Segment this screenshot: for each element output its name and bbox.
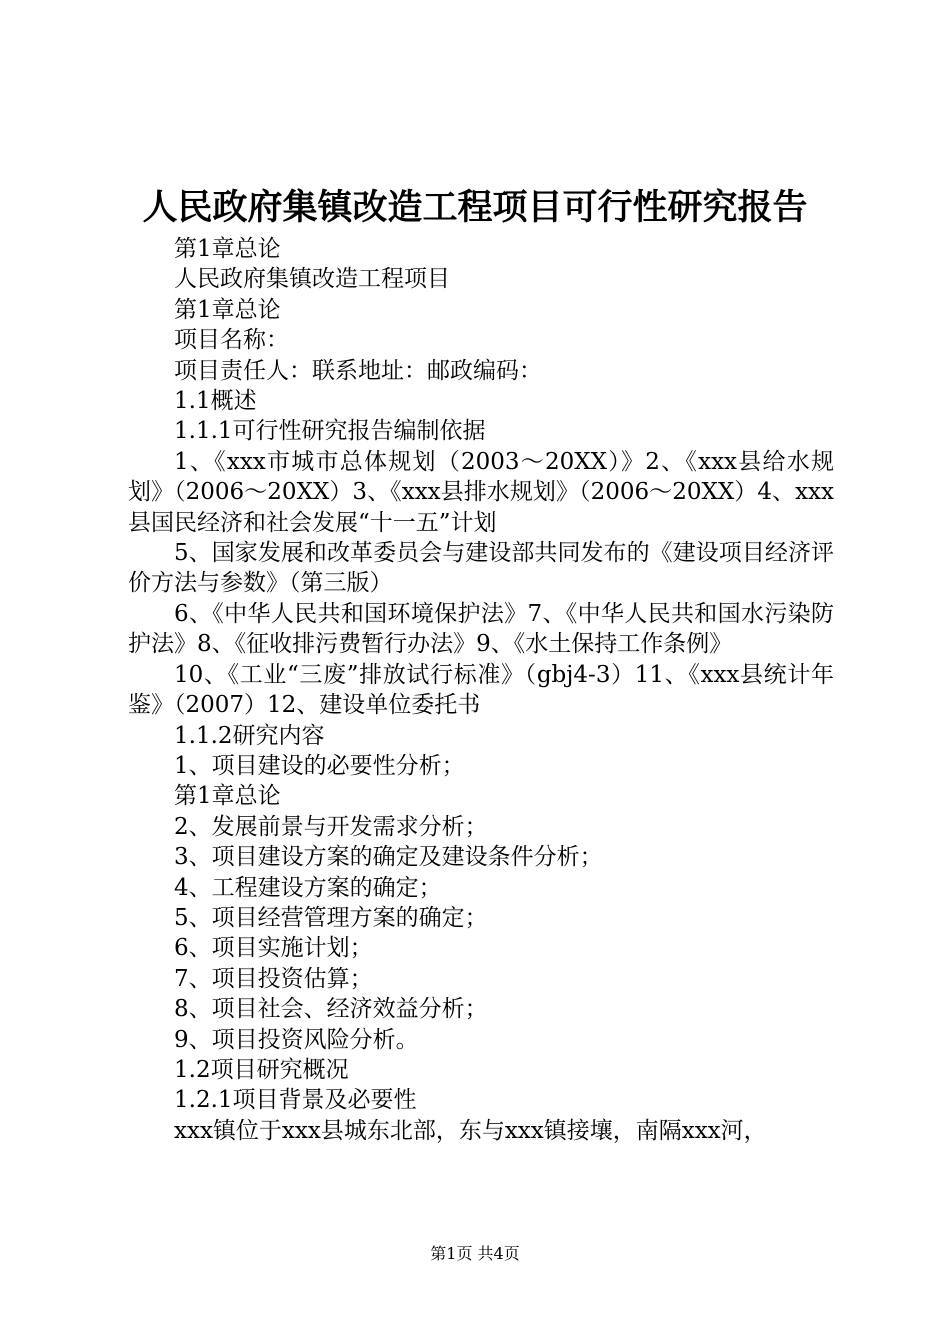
document-body: [128, 234, 834, 1146]
paragraph-basis-list-3: 6、《中华人民共和国环境保护法》7、《中华人民共和国水污染防护法》8、《征收排污费暂行办法》9、《水土保持工作条例》: [128, 600, 834, 658]
section-heading-basis: 1.1.1可行性研究报告编制依据: [174, 418, 486, 445]
page-number-footer: 第1页 共4页: [430, 1244, 520, 1263]
paragraph-chapter-heading: 第1章总论: [174, 296, 281, 323]
paragraph-basis-list-2: 5、国家发展和改革委员会与建设部共同发布的《建设项目经济评价方法与参数》（第三版）: [128, 540, 834, 597]
paragraph-location: xxx镇位于xxx县城东北部，东与xxx镇接壤，南隔xxx河，: [174, 1117, 767, 1144]
paragraph-basis-list-4: 10、《工业“三废”排放试行标准》（gbj4-3）11、《xxx县统计年鉴》（2007）12、建设单位委托书: [128, 661, 834, 719]
list-item: 4、工程建设方案的确定；: [174, 874, 442, 901]
document-title: 人民政府集镇改造工程项目可行性研究报告: [142, 187, 808, 228]
section-heading-research-overview: 1.2项目研究概况: [174, 1056, 349, 1083]
section-heading-background: 1.2.1项目背景及必要性: [174, 1087, 417, 1114]
paragraph-contact-fields: 项目责任人：联系地址：邮政编码：: [174, 357, 542, 384]
paragraph-chapter-heading: 第1章总论: [174, 783, 281, 810]
section-heading-overview: 1.1概述: [174, 388, 257, 415]
paragraph-project-name-field: 项目名称：: [174, 327, 289, 354]
list-item: 3、项目建设方案的确定及建设条件分析；: [174, 844, 603, 871]
paragraph-chapter-heading: 第1章总论: [174, 236, 281, 262]
list-item: 9、项目投资风险分析。: [174, 1026, 419, 1053]
section-heading-research-content: 1.1.2研究内容: [174, 722, 325, 749]
list-item: 8、项目社会、经济效益分析；: [174, 996, 488, 1023]
paragraph-project-name-heading: 人民政府集镇改造工程项目: [174, 266, 450, 293]
list-item: 6、项目实施计划；: [174, 935, 373, 962]
paragraph-basis-list-1: 1、《xxx市城市总体规划（2003～20XX）》2、《xxx县给水规划》（2006～20XX）3、《xxx县排水规划》（2006～20XX）4、xxx县国民经济和社会发展“十一五”计划: [128, 448, 834, 536]
list-item: 7、项目投资估算；: [174, 965, 373, 992]
list-item: 2、发展前景与开发需求分析；: [174, 813, 488, 840]
list-item: 1、项目建设的必要性分析；: [174, 752, 465, 779]
list-item: 5、项目经营管理方案的确定；: [174, 904, 488, 931]
